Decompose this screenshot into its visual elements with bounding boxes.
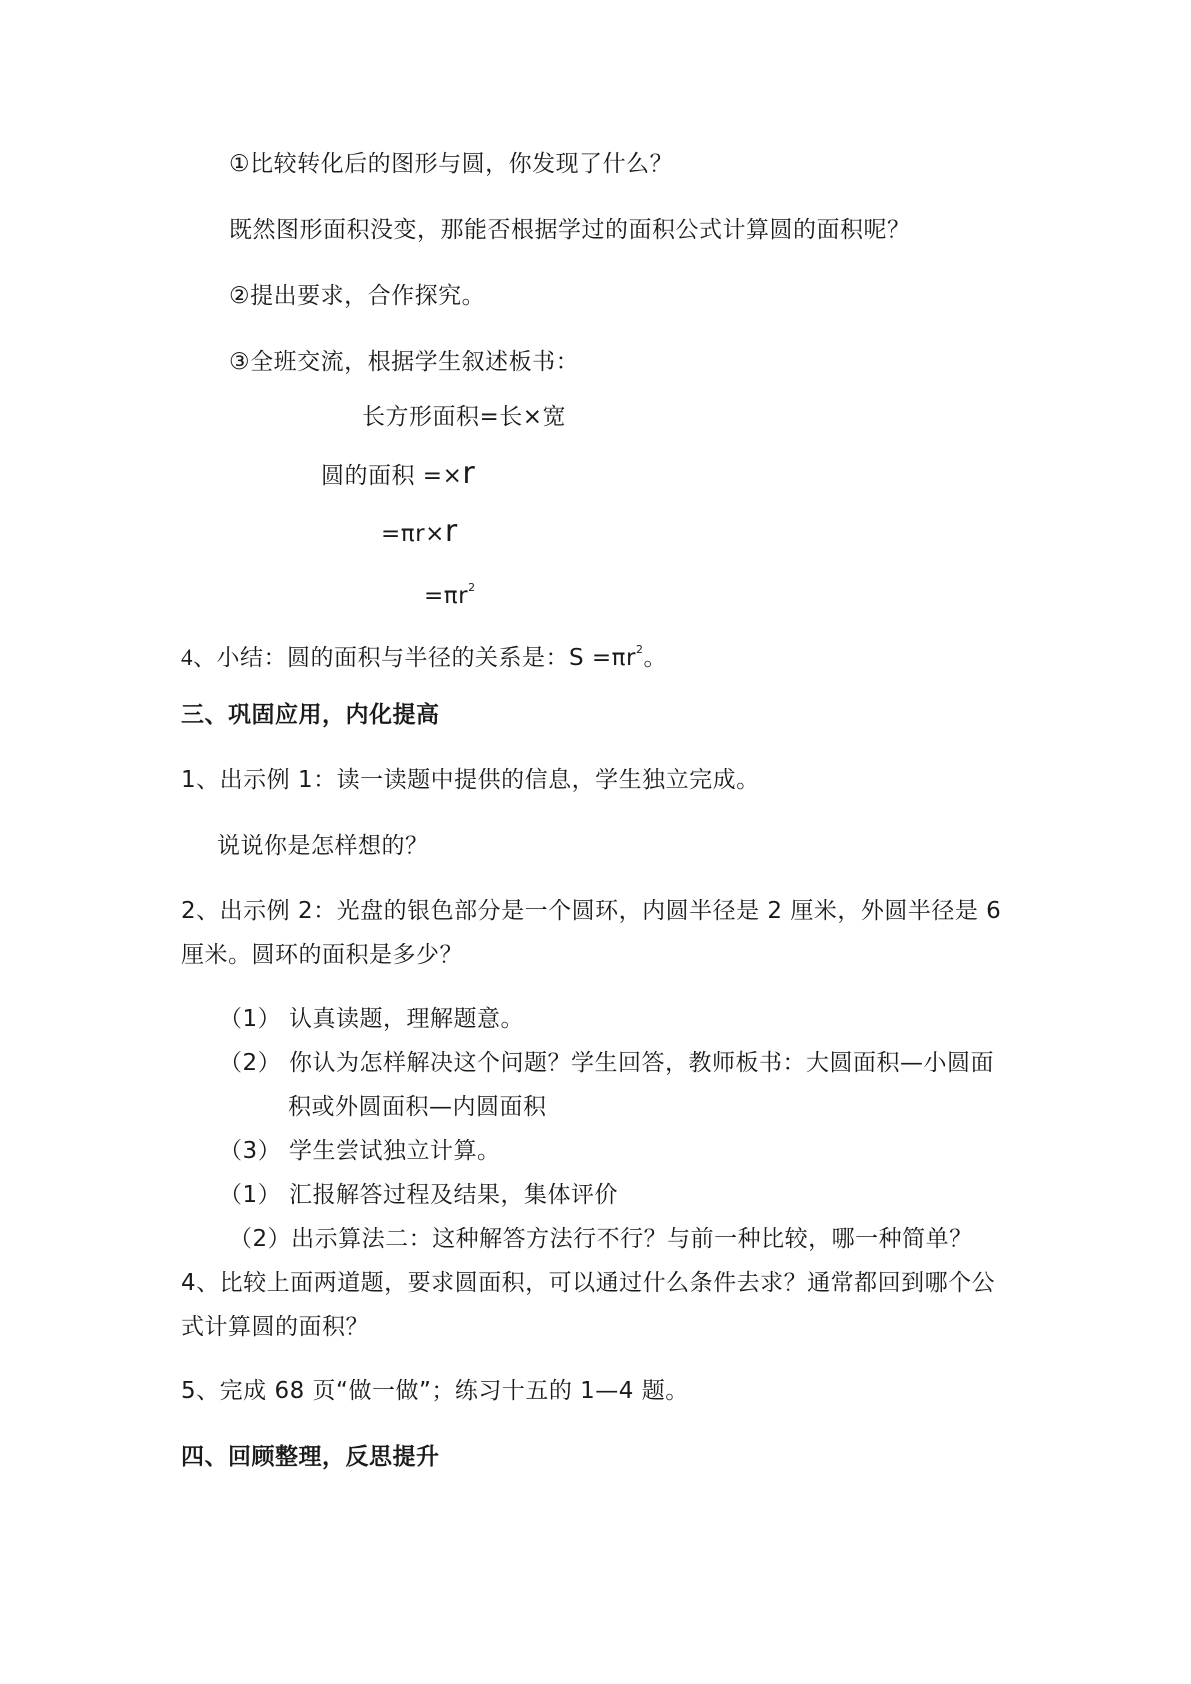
example-2-line-1: 2、出示例 2：光盘的银色部分是一个圆环，内圆半径是 2 厘米，外圆半径是 6 [181, 898, 1002, 924]
cooperate-explore-step: ②提出要求，合作探究。 [229, 283, 486, 309]
exponent: 2 [468, 581, 476, 594]
summary-end: 。 [643, 645, 667, 671]
example-1-followup: 说说你是怎样想的？ [217, 833, 429, 859]
example-1: 1、出示例 1：读一读题中提供的信息，学生独立完成。 [181, 767, 760, 793]
area-formula-question: 既然图形面积没变，那能否根据学过的面积公式计算圆的面积呢？ [229, 217, 911, 243]
section-heading-4: 四、回顾整理，反思提升 [181, 1444, 440, 1470]
step-3: （3） 学生尝试独立计算。 [219, 1138, 501, 1164]
summary-text: 小结：圆的面积与半径的关系是：S =πr [216, 645, 636, 671]
formula-text: 圆的面积 =× [321, 463, 463, 489]
step-method-2: （2）出示算法二：这种解答方法行不行？与前一种比较，哪一种简单？ [229, 1226, 973, 1252]
circle-area-formula-1 [321, 458, 475, 492]
formula-text: =πr [424, 583, 469, 609]
exponent: 2 [636, 643, 644, 656]
exercise-line: 5、完成 68 页“做一做”；练习十五的 1—4 题。 [181, 1378, 689, 1404]
step-2-line-2: 积或外圆面积—内圆面积 [288, 1094, 547, 1120]
rectangle-area-formula: 长方形面积=长×宽 [362, 404, 567, 430]
step-2-line-1: （2） 你认为怎样解决这个问题？学生回答，教师板书：大圆面积—小圆面 [219, 1050, 994, 1076]
class-exchange-step: ③全班交流，根据学生叙述板书： [229, 349, 580, 375]
formula-text: =πr× [381, 521, 445, 547]
compare-line-1: 4、比较上面两道题，要求圆面积，可以通过什么条件去求？通常都回到哪个公 [181, 1270, 996, 1296]
formula-r: r [444, 514, 458, 549]
circle-area-formula-2 [381, 516, 458, 550]
example-2-line-2: 厘米。圆环的面积是多少？ [181, 942, 463, 968]
summary-line [181, 634, 667, 674]
section-heading-3: 三、巩固应用，内化提高 [181, 702, 440, 728]
compare-shape-question: ①比较转化后的图形与圆，你发现了什么？ [229, 151, 674, 177]
circle-area-formula-3 [424, 572, 476, 612]
step-1: （1） 认真读题，理解题意。 [219, 1006, 524, 1032]
step-report: （1） 汇报解答过程及结果，集体评价 [219, 1182, 618, 1208]
formula-r: r [462, 456, 476, 491]
summary-number: 4、 [181, 645, 217, 670]
compare-line-2: 式计算圆的面积？ [181, 1314, 369, 1340]
